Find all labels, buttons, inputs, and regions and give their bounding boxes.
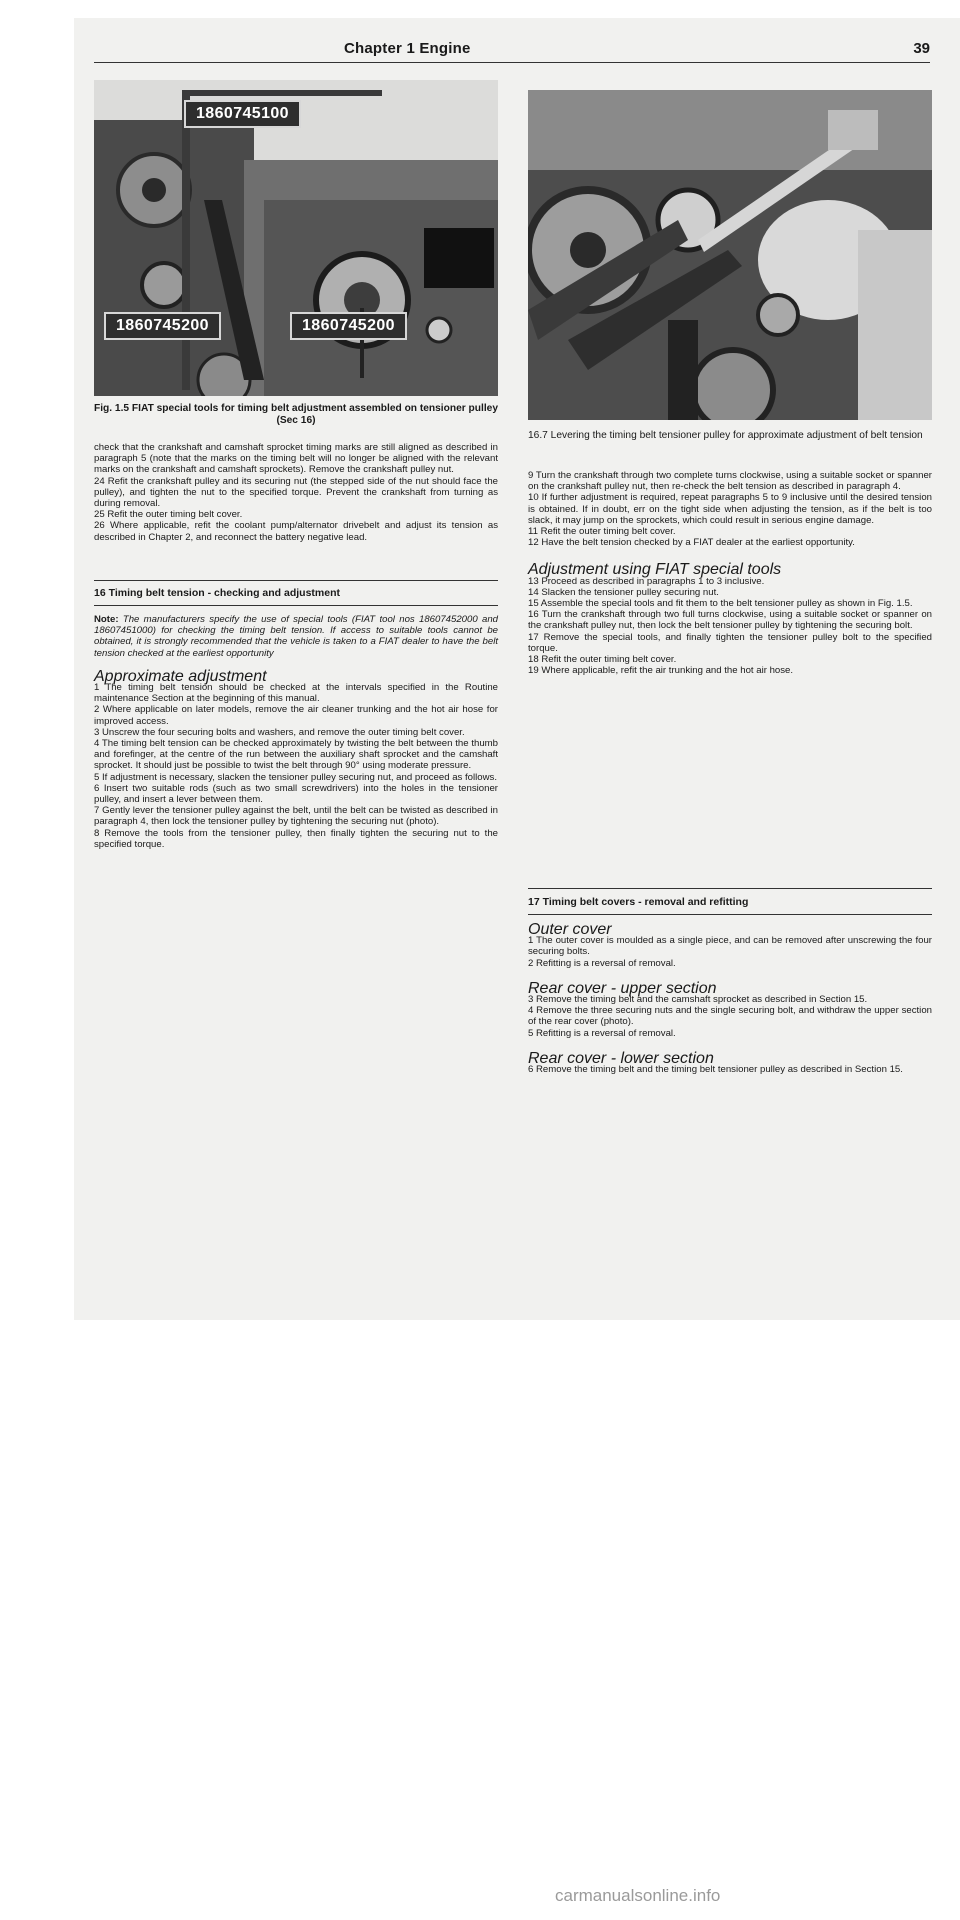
subhead-rear-cover-upper: Rear cover - upper section [528,979,717,997]
paragraph: 6 Insert two suitable rods (such as two small screwdrivers) into the holes in the tensioner pulley, and insert a lever between them. [94,782,498,806]
paragraph: 8 Remove the tools from the tensioner pulley, then finally tighten the securing nut to the specified torque. [94,827,498,850]
subhead-approximate-adjustment: Approximate adjustment [94,667,267,685]
section-rule-bottom [528,914,932,915]
paragraph: 2 Where applicable on later models, remove the air cleaner trunking and the hot air hose for improved access. [94,704,498,727]
paragraph: 13 Proceed as described in paragraphs 1 to 3 inclusive. [528,575,765,587]
levering-tensioner-photo [528,90,932,420]
section-rule-top [528,888,932,889]
note-label: Note: [94,614,119,625]
paragraph: 1 The outer cover is moulded as a single piece, and can be removed after unscrewing the four securing bolts. [528,935,932,958]
subhead-rear-cover-lower: Rear cover - lower section [528,1049,714,1067]
paragraph: 14 Slacken the tensioner pulley securing nut. [528,586,719,598]
subhead-outer-cover: Outer cover [528,921,612,938]
paragraph: 19 Where applicable, refit the air trunking and the hot air hose. [528,665,794,677]
paragraph: 11 Refit the outer timing belt cover. [528,526,676,538]
paragraph: 16 Turn the crankshaft through two full turns clockwise, using a suitable socket or spanner on the crankshaft pulley nut, then lock the belt tensioner pulley by tightening the securing bolt. [528,609,932,632]
tool-number-label-1: 1860745100 [184,100,301,128]
right-section-17-body [528,921,932,1076]
paragraph: 5 Refitting is a reversal of removal. [528,1027,676,1039]
paragraph: 12 Have the belt tension checked by a FIAT dealer at the earliest opportunity. [528,537,855,549]
tool-number-label-2: 1860745200 [104,312,221,340]
right-column-text-a [528,470,932,676]
page-number: 39 [913,40,930,57]
paragraph: 3 Remove the timing belt and the camshaft sprocket as described in Section 15. [528,994,868,1006]
paragraph: 4 Remove the three securing nuts and the single securing bolt, and withdraw the upper section of the rear cover (photo). [528,1005,932,1028]
paragraph: 6 Remove the timing belt and the timing belt tensioner pulley as described in Section 15. [528,1064,903,1076]
header-rule [94,62,930,63]
paragraph: 3 Unscrew the four securing bolts and washers, and remove the outer timing belt cover. [94,726,465,738]
paragraph: 18 Refit the outer timing belt cover. [528,654,677,666]
paragraph: 10 If further adjustment is required, repeat paragraphs 5 to 9 inclusive until the desired tension is obtained. If in doubt, err on the tight side when adjusting the tension, as if the belt is too slack, it may jump on the sprockets, which could result in serious engine damage. [528,492,932,526]
paragraph: 5 If adjustment is necessary, slacken the tensioner pulley securing nut, and proceed as follows. [94,771,497,783]
paragraph: 4 The timing belt tension can be checked approximately by twisting the belt between the thumb and forefinger, at the centre of the run between the auxiliary shaft sprocket and the camshaft sprocket. It should just be possible to twist the belt through 90° using moderate pressure. [94,738,498,772]
paragraph: check that the crankshaft and camshaft sprocket timing marks are still aligned as described in paragraph 5 (note that the marks on the timing belt will no longer be aligned with the relevant marks on the crankshaft and camshaft sprockets). Remove the crankshaft pulley nut. [94,442,498,476]
paragraph: 26 Where applicable, refit the coolant pump/alternator drivebelt and adjust its tension as described in Chapter 2, and reconnect the battery negative lead. [94,520,498,543]
figure-special-tools [94,80,498,396]
chapter-title: Chapter 1 Engine [344,40,471,57]
paragraph: 25 Refit the outer timing belt cover. [94,509,243,521]
paragraph: 1 The timing belt tension should be checked at the intervals specified in the Routine maintenance Section at the beginning of this manual. [94,682,498,705]
figure-2-caption: 16.7 Levering the timing belt tensioner pulley for approximate adjustment of belt tension [528,430,923,441]
paragraph: 9 Turn the crankshaft through two complete turns clockwise, using a suitable socket or spanner on the crankshaft pulley nut, then re-check the belt tension as described in paragraph 4. [528,470,932,493]
paragraph: 24 Refit the crankshaft pulley and its securing nut (the stepped side of the nut should face the pulley), and tighten the nut to the specified torque. Prevent the crankshaft from turning as during removal. [94,475,498,510]
section-17-title: 17 Timing belt covers - removal and refitting [528,896,749,908]
paragraph: 2 Refitting is a reversal of removal. [528,957,676,969]
site-watermark: carmanualsonline.info [555,1886,721,1905]
left-section-16-body [94,614,498,850]
section-16-title: 16 Timing belt tension - checking and adjustment [94,587,341,599]
paragraph: 15 Assemble the special tools and fit them to the belt tensioner pulley as shown in Fig. 1.5. [528,598,913,610]
paragraph: 17 Remove the special tools, and finally tighten the tensioner pulley bolt to the specified torque. [528,631,932,654]
note-text: The manufacturers specify the use of special tools (FIAT tool nos 18607452000 and 18607451000) for checking the timing belt tension. If access to suitable tools cannot be obtained, it is strongly recommended that the vehicle is taken to a FIAT dealer to have the belt tension checked at the earliest opportunity [94,614,499,659]
note-paragraph [94,614,498,659]
tool-number-label-3: 1860745200 [290,312,407,340]
subhead-special-tools: Adjustment using FIAT special tools [528,561,782,579]
figure-1-caption: Fig. 1.5 FIAT special tools for timing belt adjustment assembled on tensioner pulley (Sec 16) [94,403,498,426]
left-intro-text [94,442,498,543]
paragraph: 7 Gently lever the tensioner pulley against the belt, until the belt can be twisted as described in paragraph 4, then lock the tensioner pulley by tightening the securing nut (photo). [94,805,498,828]
section-rule-bottom [94,605,498,606]
section-rule-top [94,580,498,581]
figure-levering-photo [528,90,932,420]
